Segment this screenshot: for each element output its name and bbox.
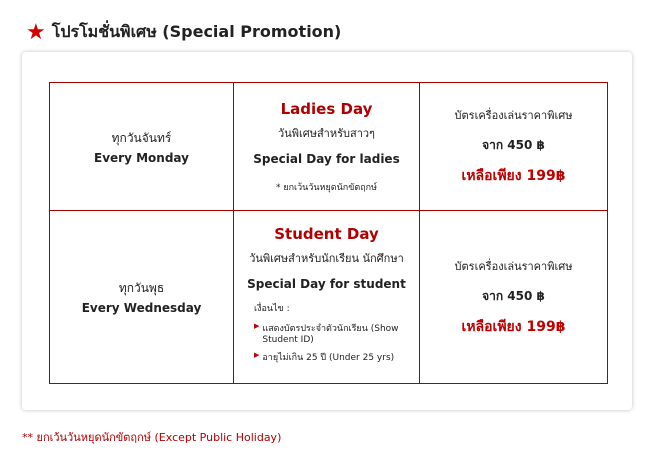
promotion-table [49,82,608,384]
price-special: เหลือเพียง 199฿ [461,168,566,184]
section-heading [26,20,341,45]
day-cell [50,211,234,384]
triangle-bullet-icon: ▶ [254,351,260,359]
list-item [254,321,404,345]
promo-cell [234,83,420,211]
table-row [50,211,608,384]
condition-text: แสดงบัตรประจำตัวนักเรียน (Show Student ID) [262,324,399,345]
promo-note: * ยกเว้นวันหยุดนักขัตฤกษ์ [275,182,378,193]
footnote: ** ยกเว้นวันหยุดนักขัตฤกษ์ (Except Public Holiday) [22,431,282,444]
day-cell [50,83,234,211]
conditions-list [254,301,404,364]
price-original: จาก 450 ฿ [482,138,545,152]
promo-cell [234,211,420,384]
day-thai: ทุกวันพุธ [118,281,165,295]
list-item [254,350,404,364]
conditions-title: เงื่อนไข : [254,304,290,314]
promo-subtitle-english: Special Day for ladies [253,151,400,166]
price-cell [420,83,608,211]
price-label: บัตรเครื่องเล่นราคาพิเศษ [454,259,573,273]
day-english: Every Monday [94,150,189,165]
promo-subtitle-thai: วันพิเศษสำหรับนักเรียน นักศึกษา [249,252,404,265]
promotion-card [22,52,632,410]
promo-subtitle-thai: วันพิเศษสำหรับสาวๆ [278,126,375,140]
promo-title: Student Day [274,225,379,243]
promo-subtitle-english: Special Day for student [247,277,406,291]
promo-title: Ladies Day [280,99,373,118]
page-title: โปรโมชั่นพิเศษ (Special Promotion) [51,22,342,41]
price-original: จาก 450 ฿ [482,288,545,303]
price-label: บัตรเครื่องเล่นราคาพิเศษ [454,109,573,122]
triangle-bullet-icon: ▶ [254,322,260,330]
condition-text: อายุไม่เกิน 25 ปี (Under 25 yrs) [262,353,395,363]
table-row [50,83,608,211]
day-english: Every Wednesday [81,301,202,315]
star-icon: ★ [26,19,46,45]
price-special: เหลือเพียง 199฿ [461,318,566,335]
day-thai: ทุกวันจันทร์ [111,130,172,145]
price-cell [420,211,608,384]
